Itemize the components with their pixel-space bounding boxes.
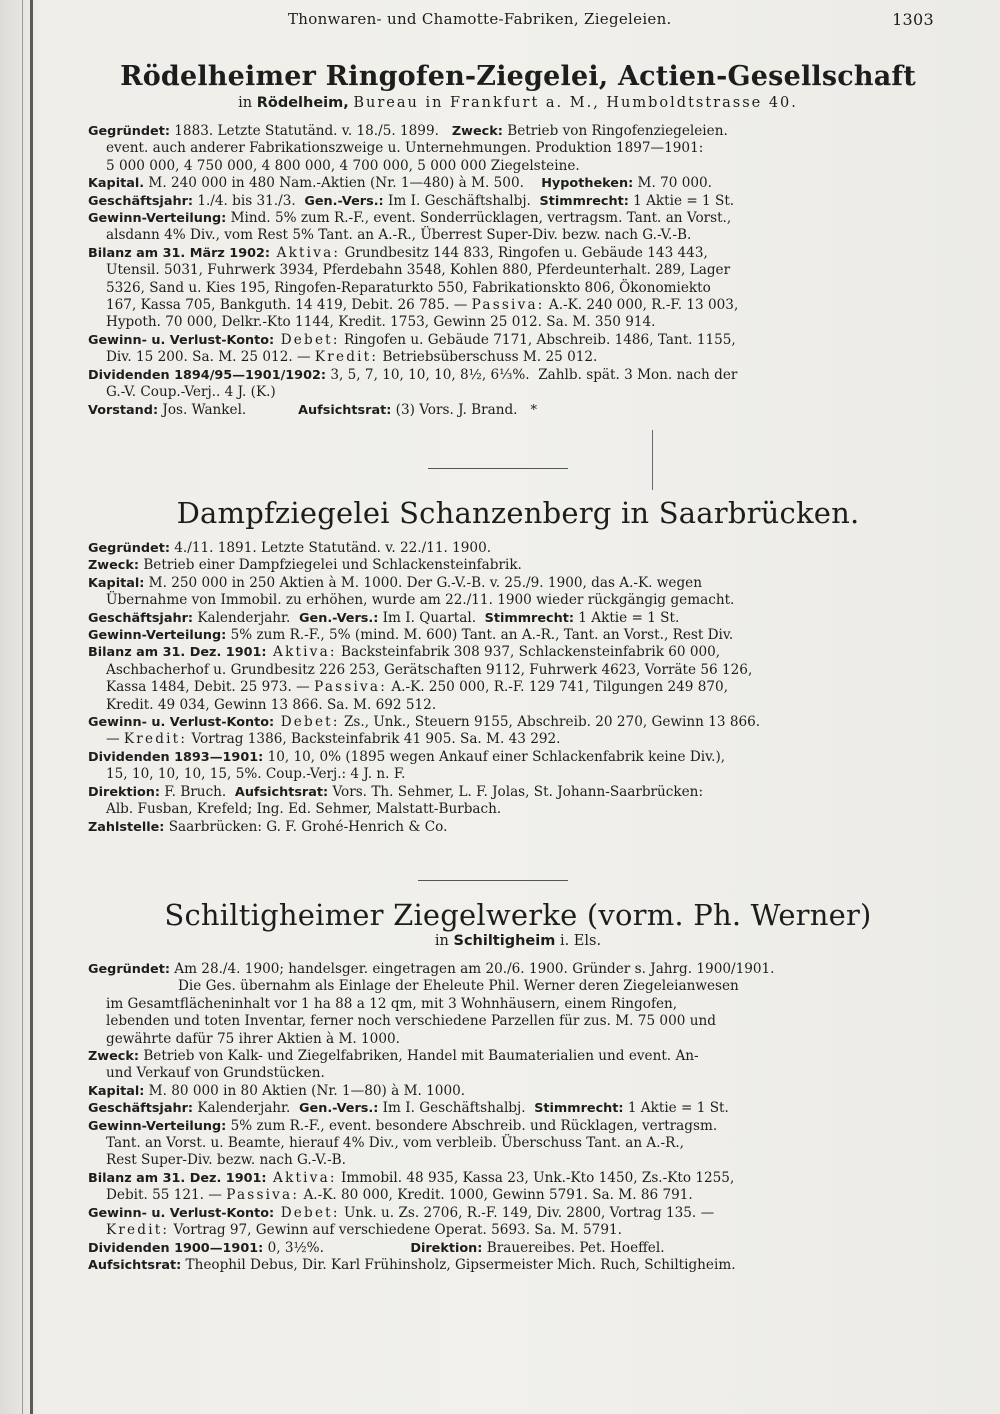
text-line: 167, Kassa 705, Bankguth. 14 419, Debit. 26 785. — Passiva: A.-K. 240 000, R.-F. 13 003, [106,297,739,314]
text-line: im Gesamtflächeninhalt vor 1 ha 88 a 12 qm, mit 3 Wohnhäusern, einem Ringofen, [106,995,678,1012]
text-line: Alb. Fusban, Krefeld; Ing. Ed. Sehmer, Malstatt-Burbach. [106,801,502,818]
text-line: Utensil. 5031, Fuhrwerk 3934, Pferdebahn 3548, Kohlen 880, Pferdeunterhalt. 289, Lager [106,262,731,279]
page-number: 1303 [892,10,934,29]
capital-line: Kapital: M. 250 000 in 250 Aktien à M. 1000. Der G.-V.-B. v. 25./9. 1900, das A.-K. wegen [88,574,702,591]
capital-line: Kapital. M. 240 000 in 480 Nam.-Aktien (Nr. 1—480) à M. 500. Hypotheken: M. 70 000. [88,175,712,192]
text-line: — Kredit: Vortrag 1386, Backsteinfabrik 41 905. Sa. M. 43 292. [106,731,561,748]
founded-line: Gegründet: Am 28./4. 1900; handelsger. eingetragen am 20./6. 1900. Gründer s. Jahrg. 1900/1901. [88,961,775,977]
balance-line: Bilanz am 31. Dez. 1901: Aktiva: Immobil. 48 935, Kassa 23, Unk.-Kto 1450, Zs.-Kto 1255, [88,1169,735,1186]
founded-line: Gegründet: 4./11. 1891. Letzte Statutänd. v. 22./11. 1900. [88,540,492,556]
balance-line: Bilanz am 31. Dez. 1901: Aktiva: Backsteinfabrik 308 937, Schlackensteinfabrik 60 000, [88,644,721,661]
binding-edge [22,0,23,1414]
text-line: G.-V. Coup.-Verj.. 4 J. (K.) [106,384,276,401]
text-line: 5 000 000, 4 750 000, 4 800 000, 4 700 000, 5 000 000 Ziegelsteine. [106,157,580,174]
entry-roedelheimer [88,60,948,419]
text-line: und Verkauf von Grundstücken. [106,1065,325,1082]
section-rule [418,880,568,881]
board-line: Direktion: F. Bruch. Aufsichtsrat: Vors. Th. Sehmer, L. F. Jolas, St. Johann-Saarbrücken: [88,783,704,800]
company-title: Dampfziegelei Schanzenberg in Saarbrücken. [176,496,860,530]
binding-line [30,0,33,1414]
board-line: Vorstand: Jos. Wankel. Aufsichtsrat: (3) Vors. J. Brand. * [88,401,537,418]
balance-line: Bilanz am 31. März 1902: Aktiva: Grundbesitz 144 833, Ringofen u. Gebäude 143 443, [88,244,708,261]
running-title: Thonwaren- und Chamotte-Fabriken, Ziegeleien. [288,10,672,28]
fiscal-year-line: Geschäftsjahr: Kalenderjahr. Gen.-Vers.: Im I. Quartal. Stimmrecht: 1 Aktie = 1 St. [88,609,680,626]
dividends-line: Dividenden 1893—1901: 10, 10, 0% (1895 wegen Ankauf einer Schlackenfabrik keine Div.), [88,748,726,765]
text-line: Hypoth. 70 000, Delkr.-Kto 1144, Kredit. 1753, Gewinn 25 012. Sa. M. 350 914. [106,314,656,331]
text-line: Aschbacherhof u. Grundbesitz 226 253, Gerätschaften 9112, Fuhrwerk 4623, Vorräte 56 126, [106,661,753,678]
founded-line: Gegründet: 1883. Letzte Statutänd. v. 18./5. 1899. Zweck: Betrieb von Ringofenziegeleien. [88,123,728,139]
text-line: Kredit: Vortrag 97, Gewinn auf verschiedene Operat. 5693. Sa. M. 5791. [106,1222,622,1239]
text-line: 15, 10, 10, 10, 15, 5%. Coup.-Verj.: 4 J. n. F. [106,766,406,783]
text-line: Tant. an Vorst. u. Beamte, hierauf 4% Div., vom verbleib. Überschuss Tant. an A.-R., [106,1135,685,1152]
company-title: Schiltigheimer Ziegelwerke (vorm. Ph. Werner) [164,898,872,932]
text-line: Kredit. 49 034, Gewinn 13 866. Sa. M. 692 512. [106,696,437,713]
text-line: 5326, Sand u. Kies 195, Ringofen-Reparaturkto 550, Fabrikationskto 806, Ökonomiekto [106,279,711,296]
running-header [88,10,948,32]
profit-distribution-line: Gewinn-Verteilung: 5% zum R.-F., 5% (mind. M. 600) Tant. an A.-R., Tant. an Vorst., Rest Div. [88,627,734,644]
profit-distribution-line: Gewinn-Verteilung: Mind. 5% zum R.-F., event. Sonderrücklagen, vertragsm. Tant. an Vorst., [88,210,732,227]
paying-agent-line: Zahlstelle: Saarbrücken: G. F. Grohé-Henrich & Co. [88,818,448,835]
entry-schanzenberg [88,496,948,836]
text-line: event. auch anderer Fabrikationszweige u. Unternehmungen. Produktion 1897—1901: [106,140,704,157]
profit-loss-line: Gewinn- u. Verlust-Konto: Debet: Ringofen u. Gebäude 7171, Abschreib. 1486, Tant. 1155, [88,331,736,348]
text-line: alsdann 4% Div., vom Rest 5% Tant. an A.-R., Überrest Super-Div. bezw. nach G.-V.-B. [106,227,692,244]
profit-loss-line: Gewinn- u. Verlust-Konto: Debet: Zs., Unk., Steuern 9155, Abschreib. 20 270, Gewinn 13 866. [88,714,761,731]
fiscal-year-line: Geschäftsjahr: Kalenderjahr. Gen.-Vers.: Im I. Geschäftshalbj. Stimmrecht: 1 Aktie = 1 St. [88,1100,729,1117]
profit-loss-line: Gewinn- u. Verlust-Konto: Debet: Unk. u. Zs. 2706, R.-F. 149, Div. 2800, Vortrag 135. — [88,1204,715,1221]
capital-line: Kapital: M. 80 000 in 80 Aktien (Nr. 1—80) à M. 1000. [88,1082,466,1099]
purpose-line: Zweck: Betrieb einer Dampfziegelei und Schlackensteinfabrik. [88,557,522,574]
purpose-line: Zweck: Betrieb von Kalk- und Ziegelfabriken, Handel mit Baumaterialien und event. An- [88,1048,699,1065]
company-location: in Rödelheim, Bureau in Frankfurt a. M., Humboldtstrasse 40. [238,95,798,111]
text-line: Übernahme von Immobil. zu erhöhen, wurde am 22./11. 1900 wieder rückgängig gemacht. [106,592,735,609]
supervisory-board-line: Aufsichtsrat: Theophil Debus, Dir. Karl Frühinsholz, Gipsermeister Mich. Ruch, Schiltigheim. [88,1256,736,1273]
section-rule [428,468,568,469]
company-location: in Schiltigheim i. Els. [434,933,602,949]
dividends-line: Dividenden 1900—1901: 0, 3½%. Direktion: Brauereibes. Pet. Hoeffel. [88,1239,665,1256]
profit-distribution-line: Gewinn-Verteilung: 5% zum R.-F., event. besondere Abschreib. und Rücklagen, vertragsm. [88,1117,718,1134]
text-line: Die Ges. übernahm als Einlage der Eheleute Phil. Werner deren Ziegeleianwesen [178,978,739,995]
entry-schiltigheimer [88,898,948,1274]
footnote-mark: * [530,402,537,418]
text-line: lebenden und toten Inventar, ferner noch verschiedene Parzellen für zus. M. 75 000 und [106,1013,716,1030]
text-line: Kassa 1484, Debit. 25 973. — Passiva: A.-K. 250 000, R.-F. 129 741, Tilgungen 249 870, [106,679,729,696]
company-title: Rödelheimer Ringofen-Ziegelei, Actien-Gesellschaft [120,61,916,92]
dividends-line: Dividenden 1894/95—1901/1902: 3, 5, 7, 10, 10, 10, 8½, 6⅓%. Zahlb. spät. 3 Mon. nach der [88,366,738,383]
text-line: Div. 15 200. Sa. M. 25 012. — Kredit: Betriebsüberschuss M. 25 012. [106,349,598,366]
scan-mark [652,430,653,490]
text-line: Debit. 55 121. — Passiva: A.-K. 80 000, Kredit. 1000, Gewinn 5791. Sa. M. 86 791. [106,1187,693,1204]
fiscal-year-line: Geschäftsjahr: 1./4. bis 31./3. Gen.-Vers.: Im I. Geschäftshalbj. Stimmrecht: 1 Aktie = 1 St. [88,192,735,209]
text-line: Rest Super-Div. bezw. nach G.-V.-B. [106,1152,346,1169]
text-line: gewährte dafür 75 ihrer Aktien à M. 1000. [106,1030,400,1047]
